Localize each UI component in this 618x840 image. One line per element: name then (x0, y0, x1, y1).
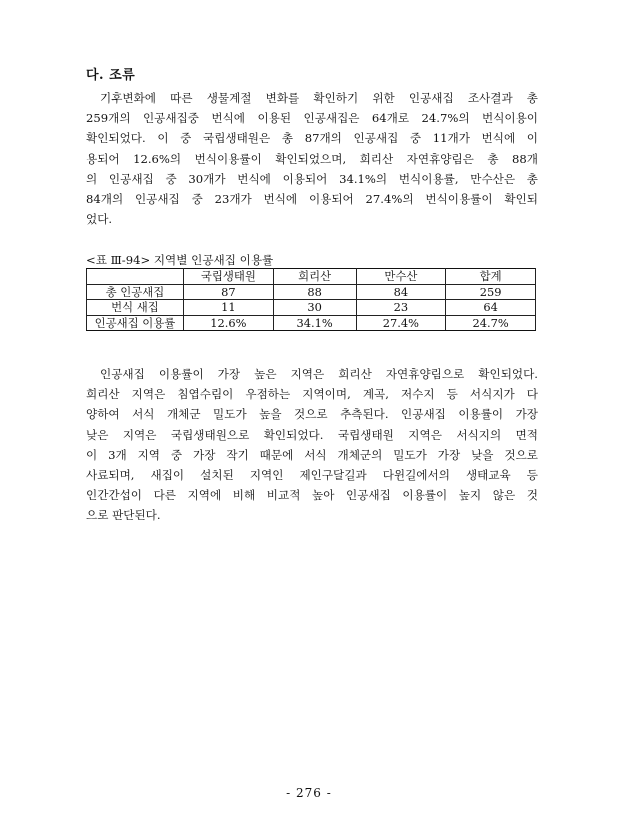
table-row (87, 300, 536, 316)
table-cell: 87 (183, 284, 273, 300)
table-cell: 12.6% (183, 315, 273, 331)
paragraph-line: 용되어 12.6%의 번식이용률이 확인되었으며, 희리산 자연휴양림은 총 88개 (86, 151, 538, 166)
table-cell: 64 (446, 300, 536, 316)
paragraph-line: 인간간섭이 다른 지역에 비해 비교적 높아 인공새집 이용률이 높지 않은 것 (86, 488, 538, 503)
table-cell: 84 (356, 284, 446, 300)
paragraph-bird-nest-results (86, 88, 538, 229)
table-cell: 11 (183, 300, 273, 316)
paragraph-line: 인공새집 이용률이 가장 높은 지역은 희리산 자연휴양림으로 확인되었다. (100, 367, 538, 381)
paragraph-line: 사료되며, 새집이 설치된 지역인 제인구달길과 다윈길에서의 생태교육 등 (86, 468, 538, 483)
table-header-row (87, 269, 536, 285)
paragraph-line: 희리산 지역은 침엽수림이 우점하는 지역이며, 계곡, 저수지 등 서식지가 다 (86, 387, 538, 402)
table-cell: 88 (273, 284, 356, 300)
table-caption: <표 Ⅲ-94> 지역별 인공새집 이용률 (86, 253, 274, 267)
paragraph-line: 양하여 서식 개체군 밀도가 높을 것으로 추측된다. 인공새집 이용률이 가장 (86, 407, 538, 422)
row-label: 번식 새집 (87, 300, 184, 316)
nest-usage-table (86, 268, 536, 331)
table-cell: 27.4% (356, 315, 446, 331)
table-header-cell: 만수산 (356, 269, 446, 285)
paragraph-line: 84개의 인공새집 중 23개가 번식에 이용되어 27.4%의 번식이용률이 확인되 (86, 192, 538, 207)
table-cell: 24.7% (446, 315, 536, 331)
table-row (87, 315, 536, 331)
paragraph-line: 의 인공새집 중 30개가 번식에 이용되어 34.1%의 번식이용률, 만수산은 총 (86, 171, 538, 186)
paragraph-line: 었다. (86, 212, 113, 227)
table-row (87, 284, 536, 300)
row-label: 인공새집 이용률 (87, 315, 184, 331)
paragraph-line: 259개의 인공새집중 번식에 이용된 인공새집은 64개로 24.7%의 번식이용이 (86, 111, 538, 126)
table-header-cell: 국립생태원 (183, 269, 273, 285)
section-title: 다. 조류 (86, 68, 136, 83)
paragraph-line: 확인되었다. 이 중 국립생태원은 총 87개의 인공새집 중 11개가 번식에 이 (86, 131, 538, 146)
table-header-cell: 희리산 (273, 269, 356, 285)
table-header-cell: 합계 (446, 269, 536, 285)
paragraph-interpretation (86, 364, 538, 526)
paragraph-line: 낮은 지역은 국립생태원으로 확인되었다. 국립생태원 지역은 서식지의 면적 (86, 427, 538, 442)
table-header-cell (87, 269, 184, 285)
paragraph-line: 기후변화에 따른 생물계절 변화를 확인하기 위한 인공새집 조사결과 총 (100, 91, 538, 105)
table-cell: 30 (273, 300, 356, 316)
row-label: 총 인공새집 (87, 284, 184, 300)
table-cell: 259 (446, 284, 536, 300)
table-cell: 34.1% (273, 315, 356, 331)
paragraph-line: 으로 판단된다. (86, 508, 161, 523)
page-number: - 276 - (286, 786, 332, 800)
paragraph-line: 이 3개 지역 중 가장 작기 때문에 서식 개체군의 밀도가 가장 낮을 것으로 (86, 447, 538, 462)
table-cell: 23 (356, 300, 446, 316)
